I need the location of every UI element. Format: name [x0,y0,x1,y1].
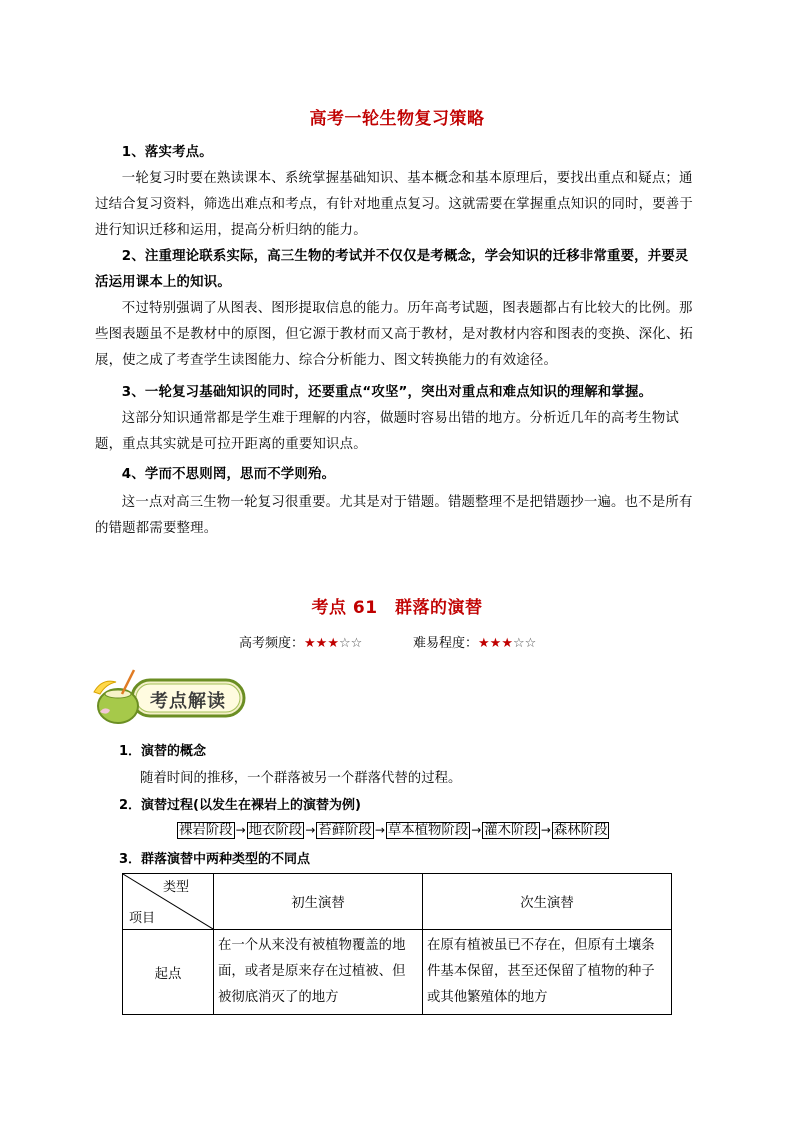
table-header-row [123,874,672,930]
strategy-heading-1: 1、落实考点。 [121,145,213,160]
topic-title: 考点 61 群落的演替 [311,598,483,618]
stage-shrub: 灌木阶段 [484,823,538,838]
strategy-title: 高考一轮生物复习策略 [309,109,485,129]
section-1-body: 随着时间的推移，一个群落被另一个群落代替的过程。 [140,771,462,786]
difficulty-filled-stars-icon: ★★★ [478,636,513,651]
row-header-start: 起点 [123,930,214,1015]
difficulty-empty-stars-icon: ☆☆ [512,636,537,651]
stage-forest: 森林阶段 [553,823,608,838]
column-header-secondary: 次生演替 [423,874,672,930]
section-3-title: 3．群落演替中两种类型的不同点 [119,852,311,867]
section-1-title: 1．演替的概念 [119,744,207,759]
topic-interpretation-badge [92,668,248,726]
stage-herbaceous: 草本植物阶段 [387,823,469,838]
strategy-paragraph-4: 这一点对高三生物一轮复习很重要。尤其是对于错题。错题整理不是把错题抄一遍。也不是所有的错题都需要整理。 [95,495,693,536]
succession-comparison-table [122,873,672,1015]
table-corner-cell [123,874,214,930]
succession-chain [177,819,609,838]
strategy-paragraph-3: 这部分知识通常都是学生难于理解的内容，做题时容易出错的地方。分析近几年的高考生物试题，重点其实就是可拉开距离的重要知识点。 [95,411,680,452]
corner-item-label: 项目 [129,911,156,926]
table-row [123,930,672,1015]
strategy-heading-4: 4、学而不思则罔，思而不学则殆。 [121,467,336,482]
frequency-filled-stars-icon: ★★★ [304,636,339,651]
arrow-icon: → [305,823,316,837]
arrow-icon: → [540,823,551,837]
frequency-empty-stars-icon: ☆☆ [338,636,363,651]
cell-secondary-start: 在原有植被虽已不存在，但原有土壤条件基本保留，甚至还保留了植物的种子或其他繁殖体的地方 [423,930,672,1015]
section-2-title: 2．演替过程(以发生在裸岩上的演替为例) [119,798,361,813]
column-header-primary: 初生演替 [214,874,423,930]
stage-lichen: 地衣阶段 [248,823,303,838]
stage-bare-rock: 裸岩阶段 [179,823,233,838]
corner-type-label: 类型 [162,880,189,895]
strategy-paragraph-2: 不过特别强调了从图表、图形提取信息的能力。历年高考试题，图表题都占有比较大的比例。那些图表题虽不是教材中的原图，但它源于教材而又高于教材，是对教材内容和图表的变换、深化、拓展，使之成了考查学生读图能力、综合分析能力、图文转换能力的有效途径。 [95,301,693,368]
badge-label: 考点解读 [150,691,226,712]
exam-frequency [239,632,362,651]
strategy-paragraph-1: 一轮复习时要在熟读课本、系统掌握基础知识、基本概念和基本原理后，要找出重点和疑点；通过结合复习资料，筛选出难点和考点，有针对地重点复习。这就需要在掌握重点知识的同时，要善于进行知识迁移和运用，提高分析归纳的能力。 [95,171,693,238]
stage-moss: 苔藓阶段 [318,823,372,838]
arrow-icon: → [235,823,246,837]
difficulty-level [413,632,536,651]
arrow-icon: → [471,823,482,837]
strategy-heading-3: 3、一轮复习基础知识的同时，还要重点“攻坚”，突出对重点和难点知识的理解和掌握。 [121,385,653,400]
arrow-icon: → [374,823,385,837]
frequency-label: 高考频度： [239,636,305,651]
strategy-heading-2: 2、注重理论联系实际，高三生物的考试并不仅仅是考概念，学会知识的迁移非常重要，并要灵活运用课本上的知识。 [95,249,689,290]
difficulty-label: 难易程度： [413,636,479,651]
cell-primary-start: 在一个从来没有被植物覆盖的地面，或者是原来存在过植被、但被彻底消灭了的地方 [214,930,423,1015]
